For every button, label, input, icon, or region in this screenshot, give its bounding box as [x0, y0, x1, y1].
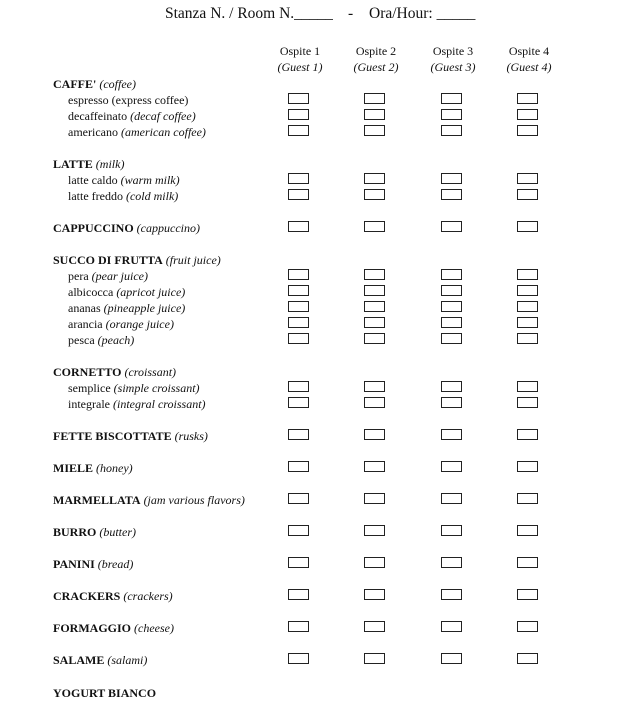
- row-label: [68, 172, 180, 188]
- checkbox-guest-1[interactable]: [288, 621, 309, 632]
- english-name: (apricot juice): [116, 285, 186, 299]
- row-label: [53, 428, 208, 444]
- row-label: [53, 364, 176, 380]
- italian-name: FETTE BISCOTTATE: [53, 429, 172, 443]
- english-name: (warm milk): [120, 173, 180, 187]
- checkbox-guest-2[interactable]: [364, 333, 385, 344]
- guest-label: Ospite 1: [279, 44, 321, 58]
- checkbox-guest-4[interactable]: [517, 93, 538, 104]
- checkbox-guest-2[interactable]: [364, 109, 385, 120]
- italian-name: espresso: [68, 93, 109, 107]
- row-label: [53, 156, 124, 172]
- category-row: [0, 620, 637, 636]
- hour-label: Ora/Hour: _____: [369, 5, 476, 22]
- english-name: (croissant): [124, 365, 177, 379]
- checkbox-guest-2[interactable]: [364, 621, 385, 632]
- checkbox-guest-3[interactable]: [441, 493, 462, 504]
- checkbox-guest-4[interactable]: [517, 621, 538, 632]
- italian-name: CORNETTO: [53, 365, 122, 379]
- checkbox-guest-3[interactable]: [441, 429, 462, 440]
- italian-name: ananas: [68, 301, 101, 315]
- checkbox-guest-2[interactable]: [364, 125, 385, 136]
- checkbox-guest-2[interactable]: [364, 317, 385, 328]
- checkbox-guest-4[interactable]: [517, 173, 538, 184]
- checkbox-guest-4[interactable]: [517, 493, 538, 504]
- checkbox-guest-2[interactable]: [364, 429, 385, 440]
- row-label: [53, 492, 245, 508]
- italian-name: integrale: [68, 397, 110, 411]
- checkbox-guest-1[interactable]: [288, 317, 309, 328]
- row-label: [68, 332, 134, 348]
- english-name: (american coffee): [120, 125, 206, 139]
- checkbox-guest-3[interactable]: [441, 109, 462, 120]
- checkbox-guest-1[interactable]: [288, 301, 309, 312]
- item-row: [0, 108, 637, 124]
- checkbox-guest-4[interactable]: [517, 381, 538, 392]
- english-name: (express coffee): [111, 93, 189, 107]
- item-row: [0, 284, 637, 300]
- category-row: [0, 524, 637, 540]
- checkbox-guest-2[interactable]: [364, 525, 385, 536]
- row-label: [68, 188, 178, 204]
- english-name: (cheese): [134, 621, 174, 635]
- checkbox-guest-1[interactable]: [288, 269, 309, 280]
- checkbox-guest-4[interactable]: [517, 317, 538, 328]
- item-row: [0, 396, 637, 412]
- italian-name: CAPPUCCINO: [53, 221, 134, 235]
- checkbox-guest-4[interactable]: [517, 109, 538, 120]
- checkbox-guest-3[interactable]: [441, 285, 462, 296]
- english-name: (pineapple juice): [103, 301, 186, 315]
- checkbox-guest-2[interactable]: [364, 557, 385, 568]
- checkbox-guest-1[interactable]: [288, 221, 309, 232]
- guest-2-header: [338, 43, 414, 75]
- guest-4-header: [491, 43, 567, 75]
- row-label: [53, 76, 136, 92]
- checkbox-guest-4[interactable]: [517, 461, 538, 472]
- checkbox-guest-1[interactable]: [288, 333, 309, 344]
- checkbox-guest-3[interactable]: [441, 381, 462, 392]
- checkbox-guest-4[interactable]: [517, 397, 538, 408]
- italian-name: decaffeinato: [68, 109, 128, 123]
- category-row: [0, 588, 637, 604]
- english-name: (bread): [97, 557, 134, 571]
- italian-name: CAFFE': [53, 77, 97, 91]
- checkbox-guest-4[interactable]: [517, 653, 538, 664]
- checkbox-guest-3[interactable]: [441, 317, 462, 328]
- checkbox-guest-2[interactable]: [364, 653, 385, 664]
- item-row: [0, 332, 637, 348]
- guest-sublabel: (Guest 2): [353, 60, 399, 74]
- english-name: (jam various flavors): [143, 493, 245, 507]
- header-separator: -: [348, 5, 354, 22]
- english-name: (honey): [96, 461, 133, 475]
- checkbox-guest-2[interactable]: [364, 493, 385, 504]
- category-row: [0, 252, 637, 268]
- english-name: (orange juice): [105, 317, 174, 331]
- row-label: [68, 284, 185, 300]
- guest-label: Ospite 4: [508, 44, 550, 58]
- checkbox-guest-1[interactable]: [288, 525, 309, 536]
- checkbox-guest-1[interactable]: [288, 589, 309, 600]
- checkbox-guest-2[interactable]: [364, 189, 385, 200]
- item-row: [0, 124, 637, 140]
- english-name: (integral croissant): [112, 397, 206, 411]
- row-label: [68, 92, 188, 108]
- italian-name: PANINI: [53, 557, 95, 571]
- checkbox-guest-3[interactable]: [441, 173, 462, 184]
- checkbox-guest-2[interactable]: [364, 589, 385, 600]
- row-label: [68, 380, 200, 396]
- guest-sublabel: (Guest 4): [506, 60, 552, 74]
- item-row: [0, 380, 637, 396]
- checkbox-guest-2[interactable]: [364, 173, 385, 184]
- checkbox-guest-4[interactable]: [517, 333, 538, 344]
- item-row: [0, 268, 637, 284]
- italian-name: semplice: [68, 381, 111, 395]
- row-label: [53, 620, 174, 636]
- checkbox-guest-4[interactable]: [517, 429, 538, 440]
- row-label: [53, 460, 133, 476]
- italian-name: arancia: [68, 317, 103, 331]
- row-label: [53, 685, 156, 701]
- checkbox-guest-3[interactable]: [441, 125, 462, 136]
- checkbox-guest-1[interactable]: [288, 493, 309, 504]
- english-name: (pear juice): [91, 269, 148, 283]
- checkbox-guest-4[interactable]: [517, 285, 538, 296]
- guest-1-header: [262, 43, 338, 75]
- italian-name: FORMAGGIO: [53, 621, 131, 635]
- checkbox-guest-4[interactable]: [517, 125, 538, 136]
- italian-name: CRACKERS: [53, 589, 121, 603]
- item-row: [0, 172, 637, 188]
- checkbox-guest-3[interactable]: [441, 93, 462, 104]
- checkbox-guest-1[interactable]: [288, 125, 309, 136]
- row-label: [68, 300, 185, 316]
- guest-3-header: [415, 43, 491, 75]
- row-label: [68, 316, 174, 332]
- english-name: (salami): [107, 653, 148, 667]
- row-label: [53, 524, 136, 540]
- italian-name: MIELE: [53, 461, 94, 475]
- checkbox-guest-1[interactable]: [288, 557, 309, 568]
- guest-sublabel: (Guest 1): [277, 60, 323, 74]
- item-row: [0, 316, 637, 332]
- english-name: (fruit juice): [165, 253, 221, 267]
- category-row: [0, 652, 637, 668]
- checkbox-guest-1[interactable]: [288, 285, 309, 296]
- english-name: (butter): [99, 525, 136, 539]
- checkbox-guest-3[interactable]: [441, 621, 462, 632]
- english-name: (rusks): [174, 429, 208, 443]
- category-row: [0, 685, 637, 701]
- checkbox-guest-1[interactable]: [288, 461, 309, 472]
- english-name: (coffee): [99, 77, 136, 91]
- checkbox-guest-1[interactable]: [288, 93, 309, 104]
- row-label: [68, 396, 206, 412]
- guest-label: Ospite 3: [432, 44, 474, 58]
- english-name: (simple croissant): [113, 381, 200, 395]
- checkbox-guest-3[interactable]: [441, 189, 462, 200]
- checkbox-guest-3[interactable]: [441, 397, 462, 408]
- italian-name: albicocca: [68, 285, 114, 299]
- category-row: [0, 556, 637, 572]
- english-name: (crackers): [123, 589, 173, 603]
- checkbox-guest-4[interactable]: [517, 189, 538, 200]
- category-row: [0, 220, 637, 236]
- checkbox-guest-4[interactable]: [517, 525, 538, 536]
- row-label: [68, 124, 206, 140]
- italian-name: MARMELLATA: [53, 493, 141, 507]
- row-label: [53, 652, 147, 668]
- checkbox-guest-1[interactable]: [288, 173, 309, 184]
- checkbox-guest-2[interactable]: [364, 461, 385, 472]
- checkbox-guest-3[interactable]: [441, 557, 462, 568]
- checkbox-guest-3[interactable]: [441, 269, 462, 280]
- category-row: [0, 428, 637, 444]
- english-name: (milk): [95, 157, 125, 171]
- italian-name: BURRO: [53, 525, 97, 539]
- checkbox-guest-3[interactable]: [441, 333, 462, 344]
- row-label: [68, 108, 196, 124]
- checkbox-guest-4[interactable]: [517, 269, 538, 280]
- checkbox-guest-1[interactable]: [288, 381, 309, 392]
- category-row: [0, 364, 637, 380]
- item-row: [0, 300, 637, 316]
- checkbox-guest-1[interactable]: [288, 397, 309, 408]
- row-label: [68, 268, 148, 284]
- checkbox-guest-2[interactable]: [364, 397, 385, 408]
- category-row: [0, 76, 637, 92]
- english-name: (cappuccino): [136, 221, 200, 235]
- italian-name: pesca: [68, 333, 95, 347]
- row-label: [53, 588, 173, 604]
- checkbox-guest-2[interactable]: [364, 285, 385, 296]
- checkbox-guest-1[interactable]: [288, 429, 309, 440]
- english-name: (cold milk): [125, 189, 179, 203]
- italian-name: SUCCO DI FRUTTA: [53, 253, 163, 267]
- checkbox-guest-4[interactable]: [517, 557, 538, 568]
- checkbox-guest-4[interactable]: [517, 221, 538, 232]
- checkbox-guest-3[interactable]: [441, 221, 462, 232]
- category-row: [0, 156, 637, 172]
- checkbox-guest-1[interactable]: [288, 653, 309, 664]
- category-row: [0, 492, 637, 508]
- italian-name: pera: [68, 269, 89, 283]
- checkbox-guest-2[interactable]: [364, 221, 385, 232]
- checkbox-guest-4[interactable]: [517, 301, 538, 312]
- checkbox-guest-2[interactable]: [364, 269, 385, 280]
- checkbox-guest-3[interactable]: [441, 301, 462, 312]
- italian-name: YOGURT BIANCO: [53, 686, 157, 700]
- italian-name: latte freddo: [68, 189, 123, 203]
- item-row: [0, 188, 637, 204]
- checkbox-guest-2[interactable]: [364, 93, 385, 104]
- row-label: [53, 556, 133, 572]
- italian-name: americano: [68, 125, 118, 139]
- room-number-label: Stanza N. / Room N._____: [165, 5, 333, 22]
- checkbox-guest-4[interactable]: [517, 589, 538, 600]
- italian-name: latte caldo: [68, 173, 118, 187]
- guest-label: Ospite 2: [355, 44, 397, 58]
- checkbox-guest-2[interactable]: [364, 381, 385, 392]
- italian-name: LATTE: [53, 157, 93, 171]
- english-name: (peach): [97, 333, 135, 347]
- checkbox-guest-3[interactable]: [441, 653, 462, 664]
- checkbox-guest-3[interactable]: [441, 461, 462, 472]
- checkbox-guest-1[interactable]: [288, 189, 309, 200]
- checkbox-guest-2[interactable]: [364, 301, 385, 312]
- italian-name: SALAME: [53, 653, 105, 667]
- english-name: (decaf coffee): [130, 109, 196, 123]
- checkbox-guest-3[interactable]: [441, 589, 462, 600]
- checkbox-guest-1[interactable]: [288, 109, 309, 120]
- guest-sublabel: (Guest 3): [430, 60, 476, 74]
- checkbox-guest-3[interactable]: [441, 525, 462, 536]
- row-label: [53, 220, 200, 236]
- row-label: [53, 252, 221, 268]
- item-row: [0, 92, 637, 108]
- category-row: [0, 460, 637, 476]
